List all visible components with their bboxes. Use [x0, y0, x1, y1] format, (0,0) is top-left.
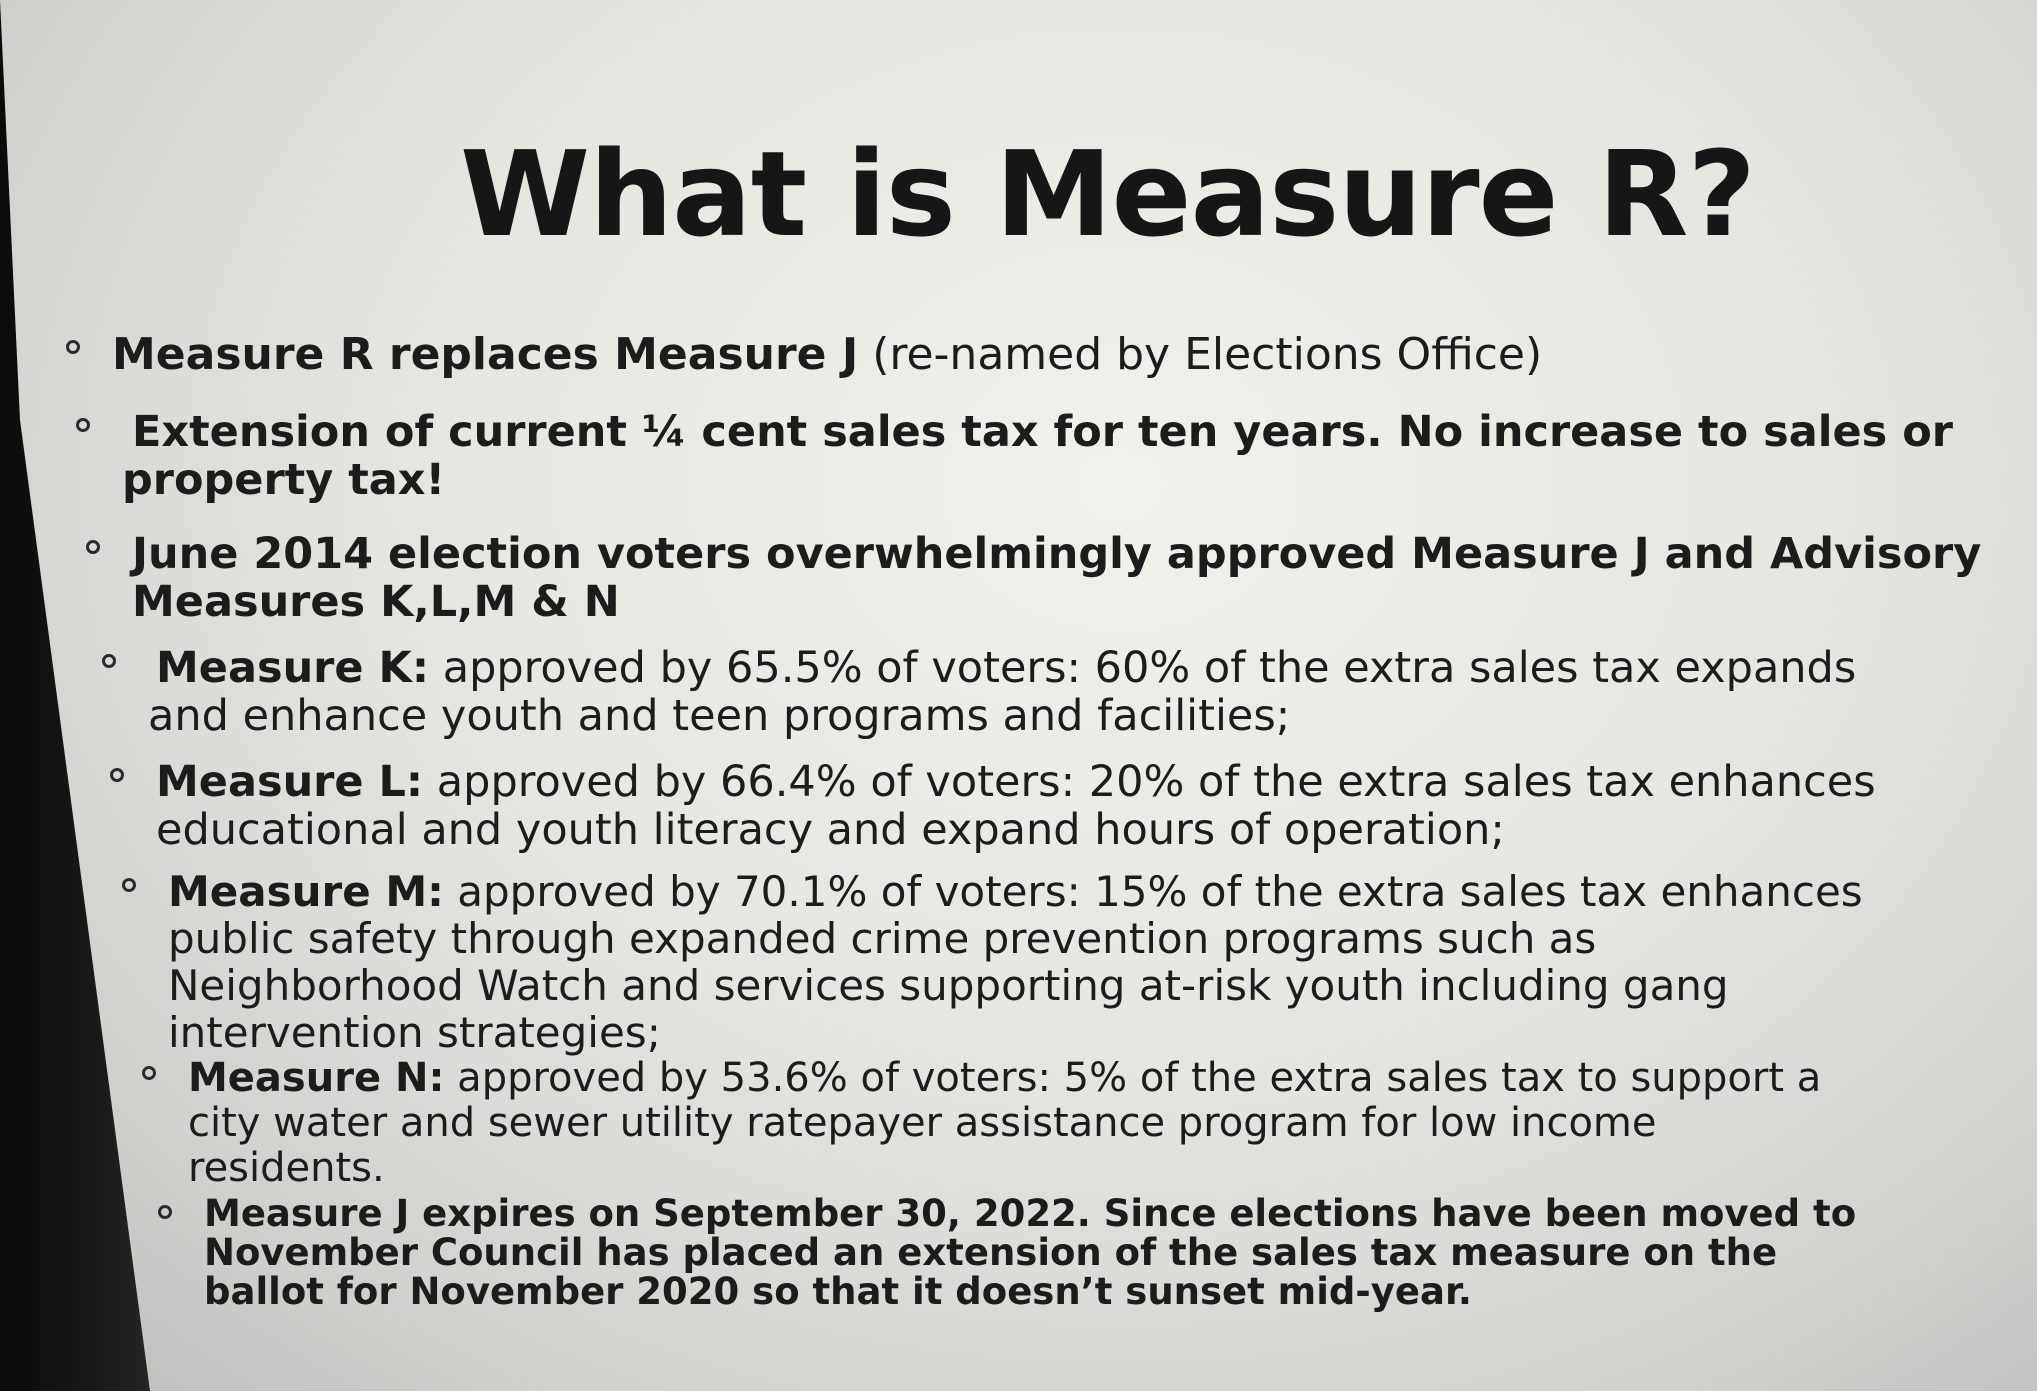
bullet-text-normal: educational and youth literacy and expand hours of operation; — [156, 805, 1505, 856]
bullet-extension-sales-tax — [122, 407, 1953, 506]
measure-n-label: Measure N: — [188, 1055, 445, 1101]
bullet-text-normal: approved by 70.1% of voters: 15% of the extra sales tax enhances — [443, 867, 1863, 916]
bullet-text-bold: November Council has placed an extension of the sales tax measure on the — [204, 1230, 1778, 1274]
measure-k-label: Measure K: — [156, 643, 430, 693]
bullet-text-bold: Measures K,L,M & N — [132, 577, 620, 628]
bullet-text-normal: public safety through expanded crime prevention programs such as — [168, 914, 1597, 964]
bullet-text-normal: approved by 65.5% of voters: 60% of the extra sales tax expands — [429, 643, 1857, 693]
bullet-text-normal: residents. — [188, 1144, 385, 1191]
bullet-text-bold: Measure J expires on September 30, 2022. Since elections have been moved to — [204, 1192, 1857, 1235]
bullet-text-normal: city water and sewer utility ratepayer assistance program for low income — [188, 1099, 1657, 1146]
measure-l-label: Measure L: — [156, 757, 424, 807]
bullet-ring-icon — [86, 540, 100, 554]
slide-title: What is Measure R? — [460, 125, 1755, 263]
bullet-ring-icon — [158, 1205, 172, 1219]
bullet-text-bold: ballot for November 2020 so that it doesn’t sunset mid-year. — [204, 1269, 1472, 1313]
bullet-measure-k — [148, 644, 1928, 740]
bullet-text-bold: property tax! — [122, 455, 446, 506]
bullet-ring-icon — [76, 418, 90, 432]
bullet-ring-icon — [110, 768, 124, 782]
bullet-text-normal: (re-named by Elections Office) — [858, 329, 1543, 380]
bullet-measure-l — [156, 758, 1926, 854]
bullet-measure-n — [188, 1056, 1908, 1190]
bullet-text-normal: approved by 66.4% of voters: 20% of the extra sales tax enhances — [423, 757, 1876, 807]
bullet-text-bold: Extension of current ¼ cent sales tax for ten years. No increase to sales or — [132, 407, 1953, 457]
bullet-june-2014-election — [132, 529, 1982, 628]
bullet-ring-icon — [66, 340, 80, 354]
bullet-ring-icon — [102, 654, 116, 668]
bullet-text-bold: Measure R replaces Measure J — [112, 329, 859, 380]
bullet-text-normal: and enhance youth and teen programs and facilities; — [148, 691, 1291, 742]
bullet-measure-r-replaces-j — [112, 330, 1612, 379]
bullet-text-normal: approved by 53.6% of voters: 5% of the extra sales tax to support a — [444, 1055, 1822, 1101]
bullet-text-normal: intervention strategies; — [168, 1008, 661, 1058]
bullet-ring-icon — [122, 878, 136, 892]
bullet-text-bold: June 2014 election voters overwhelmingly approved Measure J and Advisory — [132, 529, 1982, 579]
bullet-text-normal: Neighborhood Watch and services supporting at-risk youth including gang — [168, 961, 1729, 1011]
bullet-ring-icon — [142, 1066, 156, 1080]
bullet-measure-j-expires — [204, 1192, 1904, 1313]
measure-m-label: Measure M: — [168, 867, 444, 916]
bullet-measure-m — [168, 868, 1888, 1056]
